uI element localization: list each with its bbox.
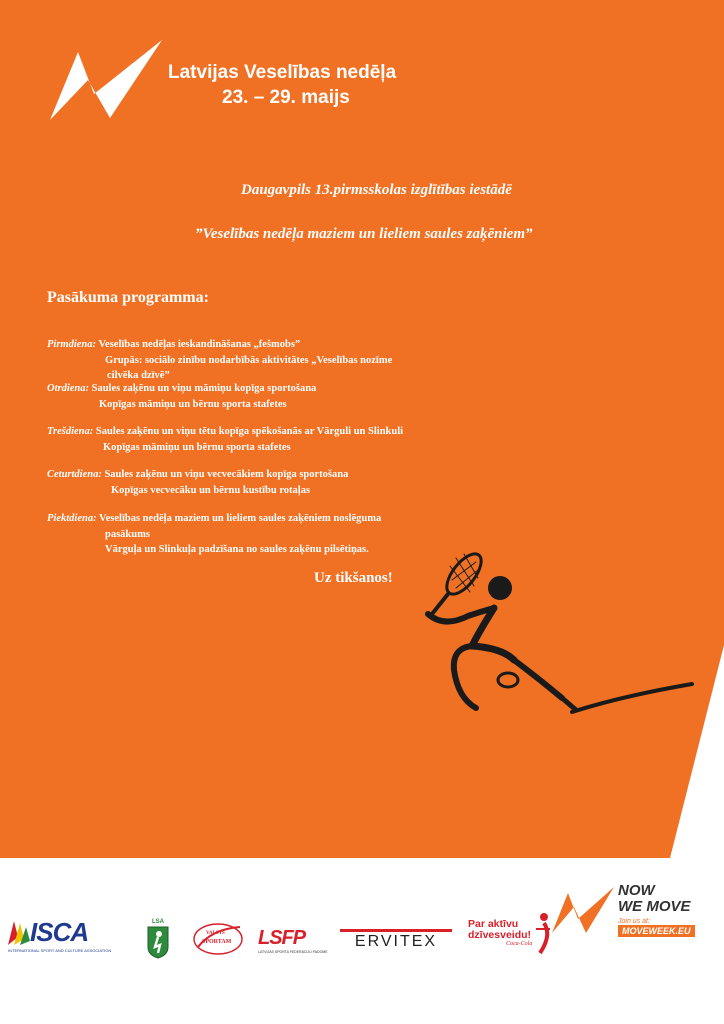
closing-text: Uz tikšanos! <box>314 570 393 586</box>
ervitex-logo <box>340 929 452 951</box>
valsts-label: VALSTS <box>206 931 225 936</box>
program-heading: Pasākuma programma: <box>47 289 209 306</box>
program-line: Kopīgas māmiņu un bērnu sporta stafetes <box>99 398 287 410</box>
program-line: Veselības nedēļa maziem un lieliem saules zaķēniem noslēguma <box>99 513 382 524</box>
lsfp-subtitle: LATVIJAS SPORTA FEDERĀCIJU PADOME <box>258 950 328 954</box>
program-day-friday <box>47 511 381 558</box>
isca-wordmark: ISCA <box>30 917 89 947</box>
lsfp-wordmark: LSFP <box>258 927 306 949</box>
move-arrow-logo-icon <box>48 38 166 122</box>
join-us-label: Join us at: <box>618 918 650 925</box>
program-line: Kopīgas māmiņu un bērnu sporta stafetes <box>103 441 291 453</box>
day-label: Otrdiena: <box>47 383 89 394</box>
program-day-tuesday <box>47 381 316 412</box>
event-motto: ”Veselības nedēļa maziem un lieliem saules zaķēniem” <box>195 226 533 242</box>
program-line: Kopīgas vecvecāku un bērnu kustību rotaļas <box>111 484 311 496</box>
cocacola-wordmark: Coca-Cola <box>506 941 533 947</box>
now-line: NOW <box>618 882 655 899</box>
day-label: Trešdiena: <box>47 426 94 437</box>
program-day-wednesday <box>47 424 403 455</box>
program-line: pasākums <box>105 528 150 540</box>
ervitex-wordmark: ERVITEX <box>354 933 438 950</box>
valsts-sportam-logo <box>192 921 244 957</box>
lsfp-logo <box>258 927 328 954</box>
program-day-monday <box>47 337 392 384</box>
program-day-thursday <box>47 467 348 498</box>
lsa-logo <box>146 919 170 959</box>
program-line: Veselības nedēļas ieskandināšanas „fešmobs” <box>98 339 301 350</box>
program-line: Saules zaķēnu un viņu māmiņu kopīga sportošana <box>91 383 317 394</box>
lsa-shield-icon <box>146 925 170 959</box>
day-label: Piektdiena: <box>47 513 97 524</box>
day-label: Pirmdiena: <box>47 339 96 350</box>
par-aktivu-line2: dzīvesveidu! <box>468 929 532 941</box>
moveweek-url-link[interactable]: MOVEWEEK.EU <box>618 925 695 937</box>
isca-subtitle: INTERNATIONAL SPORT AND CULTURE ASSOCIATION <box>8 948 112 953</box>
par-aktivu-line1: Par aktīvu <box>468 918 519 930</box>
event-title: Latvijas Veselības nedēļa <box>168 62 397 83</box>
tennis-player-illustration-icon <box>412 548 702 718</box>
organization-line: Daugavpils 13.pirmsskolas izglītības iestādē <box>241 182 512 198</box>
isca-flag-icon <box>8 919 30 947</box>
sportam-label: SPORTAM <box>202 939 232 945</box>
event-dates: 23. – 29. maijs <box>222 87 350 108</box>
lsa-wordmark: LSA <box>152 919 164 925</box>
program-line: cilvēka dzīvē” <box>107 370 170 381</box>
now-we-move-arrow-icon <box>550 885 616 935</box>
now-we-move-logo <box>550 883 695 937</box>
isca-logo <box>8 917 111 953</box>
sponsor-footer <box>0 865 724 1024</box>
program-line: Vārguļa un Slinkuļa padzīšana no saules zaķēnu pilsētiņas. <box>105 544 369 555</box>
par-aktivu-logo <box>468 911 554 955</box>
program-line: Grupās: sociālo zinību nodarbībās aktivitātes „Veselības nozīme <box>105 354 393 366</box>
we-move-line: WE MOVE <box>618 898 691 915</box>
program-line: Saules zaķēnu un viņu vecvecākiem kopīga sportošana <box>104 469 349 480</box>
program-line: Saules zaķēnu un viņu tētu kopīga spēkošanās ar Vārguli un Slinkuli <box>95 426 404 437</box>
day-label: Ceturtdiena: <box>47 469 102 480</box>
